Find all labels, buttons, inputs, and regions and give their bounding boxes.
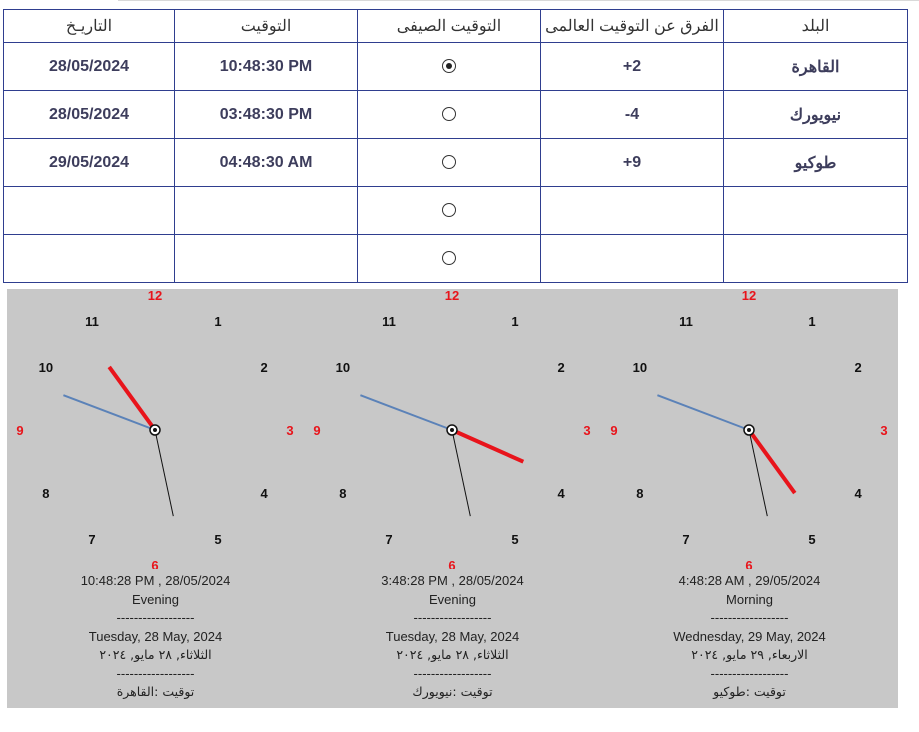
dst-radio[interactable]	[442, 155, 456, 169]
clock-number: 12	[444, 289, 460, 303]
clock-number: 11	[85, 313, 99, 329]
offset-cell: +2	[541, 43, 724, 91]
dst-cell	[358, 91, 541, 139]
clock-center-dot	[450, 428, 454, 432]
header-dst: التوقيت الصيفى	[358, 10, 541, 43]
clock-number: 10	[335, 360, 351, 375]
separator: ------------------	[710, 665, 789, 681]
clock-number: 5	[808, 532, 816, 548]
header-date: التاريـخ	[4, 10, 175, 43]
separator: ------------------	[116, 665, 195, 681]
time-cell	[175, 235, 358, 283]
dst-cell	[358, 187, 541, 235]
clock-number: 11	[382, 313, 396, 329]
period-label: Evening	[429, 591, 476, 607]
dst-cell	[358, 235, 541, 283]
dst-cell	[358, 139, 541, 187]
clock-number: 9	[313, 423, 321, 438]
clock-number: 3	[583, 423, 591, 438]
clock-tokyo	[601, 289, 898, 708]
clock-number: 7	[385, 532, 393, 548]
clock-number: 12	[147, 289, 163, 303]
separator: ------------------	[116, 610, 195, 625]
dst-radio[interactable]	[442, 203, 456, 217]
header-country: البلد	[724, 10, 908, 43]
table-row	[4, 187, 908, 235]
clock-number: 7	[88, 532, 96, 548]
city-label: توقيت :نيويورك	[412, 684, 493, 699]
time-date-line: 4:48:28 AM , 29/05/2024	[678, 573, 821, 588]
separator: ------------------	[413, 665, 492, 681]
time-date-line: 10:48:28 PM , 28/05/2024	[80, 573, 231, 588]
date-cell	[4, 187, 175, 235]
analog-clock	[7, 289, 304, 569]
time-date-line: 3:48:28 PM , 28/05/2024	[381, 573, 524, 588]
clock-number: 4	[260, 486, 268, 501]
time-cell	[175, 187, 358, 235]
date-english: Tuesday, 28 May, 2024	[385, 628, 520, 644]
table-row	[4, 235, 908, 283]
date-cell: 29/05/2024	[4, 139, 175, 187]
clock-info	[7, 572, 304, 702]
clock-number: 1	[808, 313, 816, 329]
period-label: Morning	[726, 591, 773, 607]
top-divider	[118, 0, 919, 1]
clock-number: 8	[339, 486, 347, 501]
offset-cell: -4	[541, 91, 724, 139]
country-cell[interactable]: نيويورك	[724, 91, 908, 139]
country-cell[interactable]: طوكيو	[724, 139, 908, 187]
clock-number: 8	[636, 486, 644, 501]
table-row	[4, 91, 908, 139]
dst-radio[interactable]	[442, 251, 456, 265]
clock-newyork	[304, 289, 601, 708]
clock-number: 6	[448, 558, 456, 569]
clock-number: 7	[682, 532, 690, 548]
clocks-panel	[7, 289, 898, 708]
date-arabic: الثلاثاء, ٢٨ مايو, ٢٠٢٤	[396, 647, 509, 662]
date-cell	[4, 235, 175, 283]
country-cell[interactable]: القاهرة	[724, 43, 908, 91]
clock-number: 1	[511, 313, 519, 329]
second-hand	[452, 430, 470, 516]
clock-number: 6	[745, 558, 753, 569]
clock-center-dot	[153, 428, 157, 432]
period-label: Evening	[132, 591, 179, 607]
time-cell: 04:48:30 AM	[175, 139, 358, 187]
header-offset: الفرق عن التوقيت العالمى	[541, 10, 724, 43]
clock-number: 5	[511, 532, 519, 548]
separator: ------------------	[413, 610, 492, 625]
dst-cell	[358, 43, 541, 91]
clock-number: 4	[854, 486, 862, 501]
clock-cairo	[7, 289, 304, 708]
date-arabic: الاربعاء, ٢٩ مايو, ٢٠٢٤	[691, 647, 808, 662]
minute-hand	[360, 395, 452, 430]
country-cell[interactable]	[724, 235, 908, 283]
offset-cell: +9	[541, 139, 724, 187]
country-cell[interactable]	[724, 187, 908, 235]
table-row	[4, 43, 908, 91]
clock-number: 3	[286, 423, 294, 438]
clock-number: 2	[854, 360, 862, 375]
time-cell: 10:48:30 PM	[175, 43, 358, 91]
dst-radio[interactable]	[442, 59, 456, 73]
offset-cell	[541, 187, 724, 235]
city-label: توقيت :طوكيو	[713, 684, 786, 699]
table-header-row	[4, 10, 908, 43]
clock-number: 3	[880, 423, 888, 438]
date-cell: 28/05/2024	[4, 91, 175, 139]
hour-hand	[452, 430, 523, 462]
dst-radio[interactable]	[442, 107, 456, 121]
clock-number: 8	[42, 486, 50, 501]
clock-number: 11	[679, 313, 693, 329]
table-row	[4, 139, 908, 187]
city-label: توقيت :القاهرة	[116, 684, 195, 699]
analog-clock	[601, 289, 898, 569]
separator: ------------------	[710, 610, 789, 625]
date-cell: 28/05/2024	[4, 43, 175, 91]
clock-number: 10	[38, 360, 54, 375]
header-time: التوقيت	[175, 10, 358, 43]
clock-number: 2	[260, 360, 268, 375]
clock-number: 2	[557, 360, 565, 375]
clock-number: 9	[16, 423, 24, 438]
timezone-table	[3, 9, 908, 283]
clock-number: 12	[741, 289, 757, 303]
clock-number: 9	[610, 423, 618, 438]
offset-cell	[541, 235, 724, 283]
minute-hand	[657, 395, 749, 430]
clock-number: 1	[214, 313, 222, 329]
clock-info	[601, 572, 898, 702]
time-cell: 03:48:30 PM	[175, 91, 358, 139]
clock-number: 6	[151, 558, 159, 569]
second-hand	[155, 430, 173, 516]
clock-center-dot	[747, 428, 751, 432]
date-english: Tuesday, 28 May, 2024	[88, 628, 223, 644]
date-arabic: الثلاثاء, ٢٨ مايو, ٢٠٢٤	[99, 647, 212, 662]
clock-number: 5	[214, 532, 222, 548]
analog-clock	[304, 289, 601, 569]
date-english: Wednesday, 29 May, 2024	[673, 628, 826, 644]
clock-number: 4	[557, 486, 565, 501]
clock-info	[304, 572, 601, 702]
clock-number: 10	[632, 360, 648, 375]
